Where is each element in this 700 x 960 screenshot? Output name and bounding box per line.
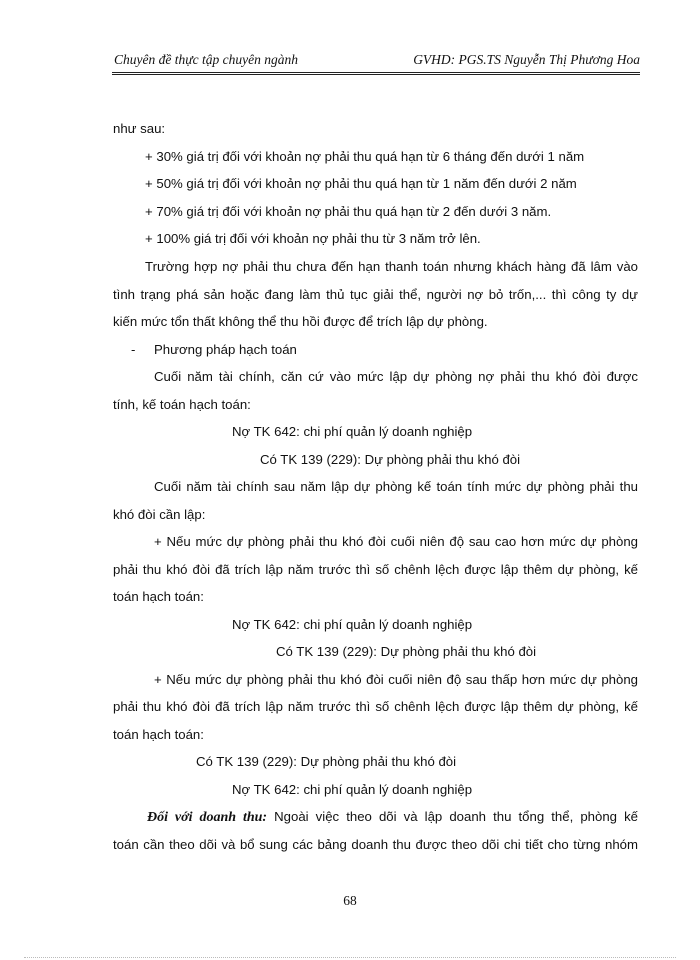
header-left-title: Chuyên đề thực tập chuyên ngành [114,52,298,67]
paragraph-line: toán hạch toán: [113,589,204,604]
paragraph-text: Ngoài việc theo dõi và lập doanh thu tổng thể, phòng kế [267,809,638,824]
journal-entry-credit: Có TK 139 (229): Dự phòng phải thu khó đòi [196,754,457,769]
journal-entry-debit: Nợ TK 642: chi phí quản lý doanh nghiệp [232,782,473,797]
paragraph-line: + Nếu mức dự phòng phải thu khó đòi cuối niên độ sau thấp hơn mức dự phòng [154,672,638,687]
paragraph-line: khó đòi cần lập: [113,507,206,522]
list-item: + 70% giá trị đối với khoản nợ phải thu quá hạn từ 2 đến dưới 3 năm. [145,204,552,219]
header-rule [112,72,640,75]
paragraph-line: toán cần theo dõi và bổ sung các bảng doanh thu được theo dõi chi tiết cho từng nhóm [113,837,638,852]
page-break-divider [24,957,676,958]
page-header [112,52,640,72]
paragraph-line: Trường hợp nợ phải thu chưa đến hạn thanh toán nhưng khách hàng đã lâm vào [145,259,638,274]
paragraph-line: + Nếu mức dự phòng phải thu khó đòi cuối niên độ sau cao hơn mức dự phòng [154,534,638,549]
page-number: 68 [343,893,357,908]
paragraph-line: Cuối năm tài chính, căn cứ vào mức lập dự phòng nợ phải thu khó đòi được [154,369,638,384]
journal-entry-debit: Nợ TK 642: chi phí quản lý doanh nghiệp [232,424,473,439]
paragraph-line: toán hạch toán: [113,727,204,742]
text-line: như sau: [113,121,166,136]
header-right-advisor: GVHD: PGS.TS Nguyễn Thị Phương Hoa [413,52,640,67]
paragraph-line: phải thu khó đòi đã trích lập năm trước thì số chênh lệch được lập thêm dự phòng, kế [113,562,638,577]
journal-entry-credit: Có TK 139 (229): Dự phòng phải thu khó đòi [260,452,521,467]
paragraph-line: tình trạng phá sản hoặc đang làm thủ tục giải thể, người nợ bỏ trốn,... thì công ty dự [113,287,638,302]
section-heading: Phương pháp hạch toán [154,342,297,357]
journal-entry-credit: Có TK 139 (229): Dự phòng phải thu khó đòi [276,644,537,659]
paragraph-line: phải thu khó đòi đã trích lập năm trước thì số chênh lệch được lập thêm dự phòng, kế [113,699,638,714]
paragraph-line: Cuối năm tài chính sau năm lập dự phòng kế toán tính mức dự phòng phải thu [154,479,638,494]
journal-entry-debit: Nợ TK 642: chi phí quản lý doanh nghiệp [232,617,473,632]
bold-subheading: Đối với doanh thu: [147,810,268,825]
bullet-dash: - [131,342,136,357]
paragraph-line: kiến mức tổn thất không thể thu hồi được để trích lập dự phòng. [113,314,488,329]
paragraph-line: tính, kế toán hạch toán: [113,397,251,412]
list-item: + 50% giá trị đối với khoản nợ phải thu quá hạn từ 1 năm đến dưới 2 năm [145,176,577,191]
list-item: + 30% giá trị đối với khoản nợ phải thu quá hạn từ 6 tháng đến dưới 1 năm [145,149,585,164]
list-item: + 100% giá trị đối với khoản nợ phải thu từ 3 năm trở lên. [145,231,481,246]
paragraph-line [147,808,638,827]
